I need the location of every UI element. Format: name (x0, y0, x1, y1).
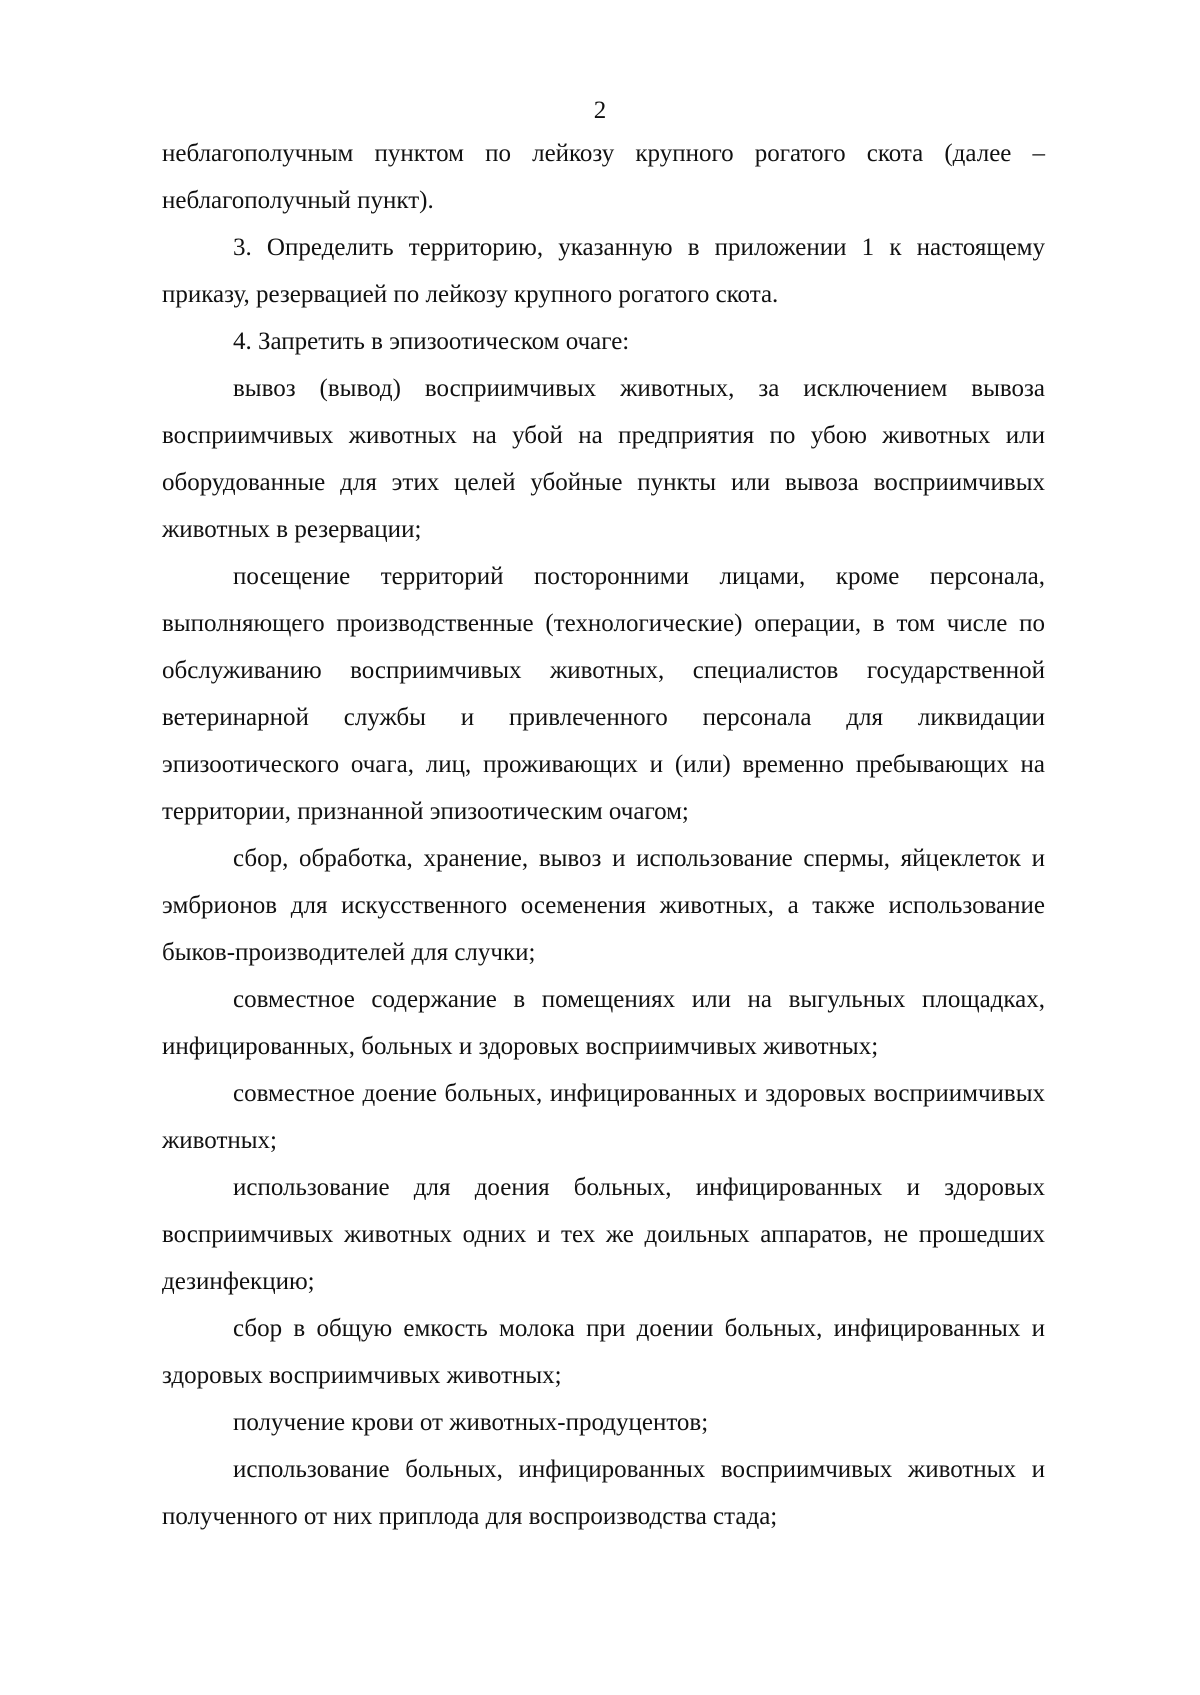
prohibition-item: посещение территорий посторонними лицами, кроме персонала, выполняющего производственные (технологические) операции, в том числе по обслуживанию восприимчивых животных, специалистов государственной ветеринарной службы и привлеченного персонала для ликвидации эпизоотического очага, лиц, проживающих и (или) временно пребывающих на территории, признанной эпизоотическим очагом; (162, 563, 1045, 825)
prohibition-item: совместное доение больных, инфицированных и здоровых восприимчивых животных; (162, 1080, 1045, 1154)
prohibition-item: сбор в общую емкость молока при доении больных, инфицированных и здоровых восприимчивых животных; (162, 1315, 1045, 1389)
document-body (162, 130, 1045, 1540)
prohibition-item: вывоз (вывод) восприимчивых животных, за исключением вывоза восприимчивых животных на убой на предприятия по убою животных или оборудованные для этих целей убойные пункты или вывоза восприимчивых животных в резервации; (162, 375, 1045, 543)
prohibition-item: получение крови от животных-продуцентов; (233, 1409, 709, 1436)
paragraph-continuation: неблагополучным пунктом по лейкозу крупного рогатого скота (далее – неблагополучный пункт). (162, 140, 1045, 214)
paragraph-item-3: 3. Определить территорию, указанную в приложении 1 к настоящему приказу, резервацией по лейкозу крупного рогатого скота. (162, 234, 1045, 308)
prohibition-item: использование больных, инфицированных восприимчивых животных и полученного от них приплода для воспроизводства стада; (162, 1456, 1045, 1530)
prohibition-item: сбор, обработка, хранение, вывоз и использование спермы, яйцеклеток и эмбрионов для искусственного осеменения животных, а также использование быков-производителей для случки; (162, 845, 1045, 966)
page-number: 2 (593, 97, 607, 124)
paragraph-item-4: 4. Запретить в эпизоотическом очаге: (233, 328, 630, 355)
prohibition-item: использование для доения больных, инфицированных и здоровых восприимчивых животных одних и тех же доильных аппаратов, не прошедших дезинфекцию; (162, 1174, 1045, 1295)
prohibition-item: совместное содержание в помещениях или на выгульных площадках, инфицированных, больных и здоровых восприимчивых животных; (162, 986, 1045, 1060)
